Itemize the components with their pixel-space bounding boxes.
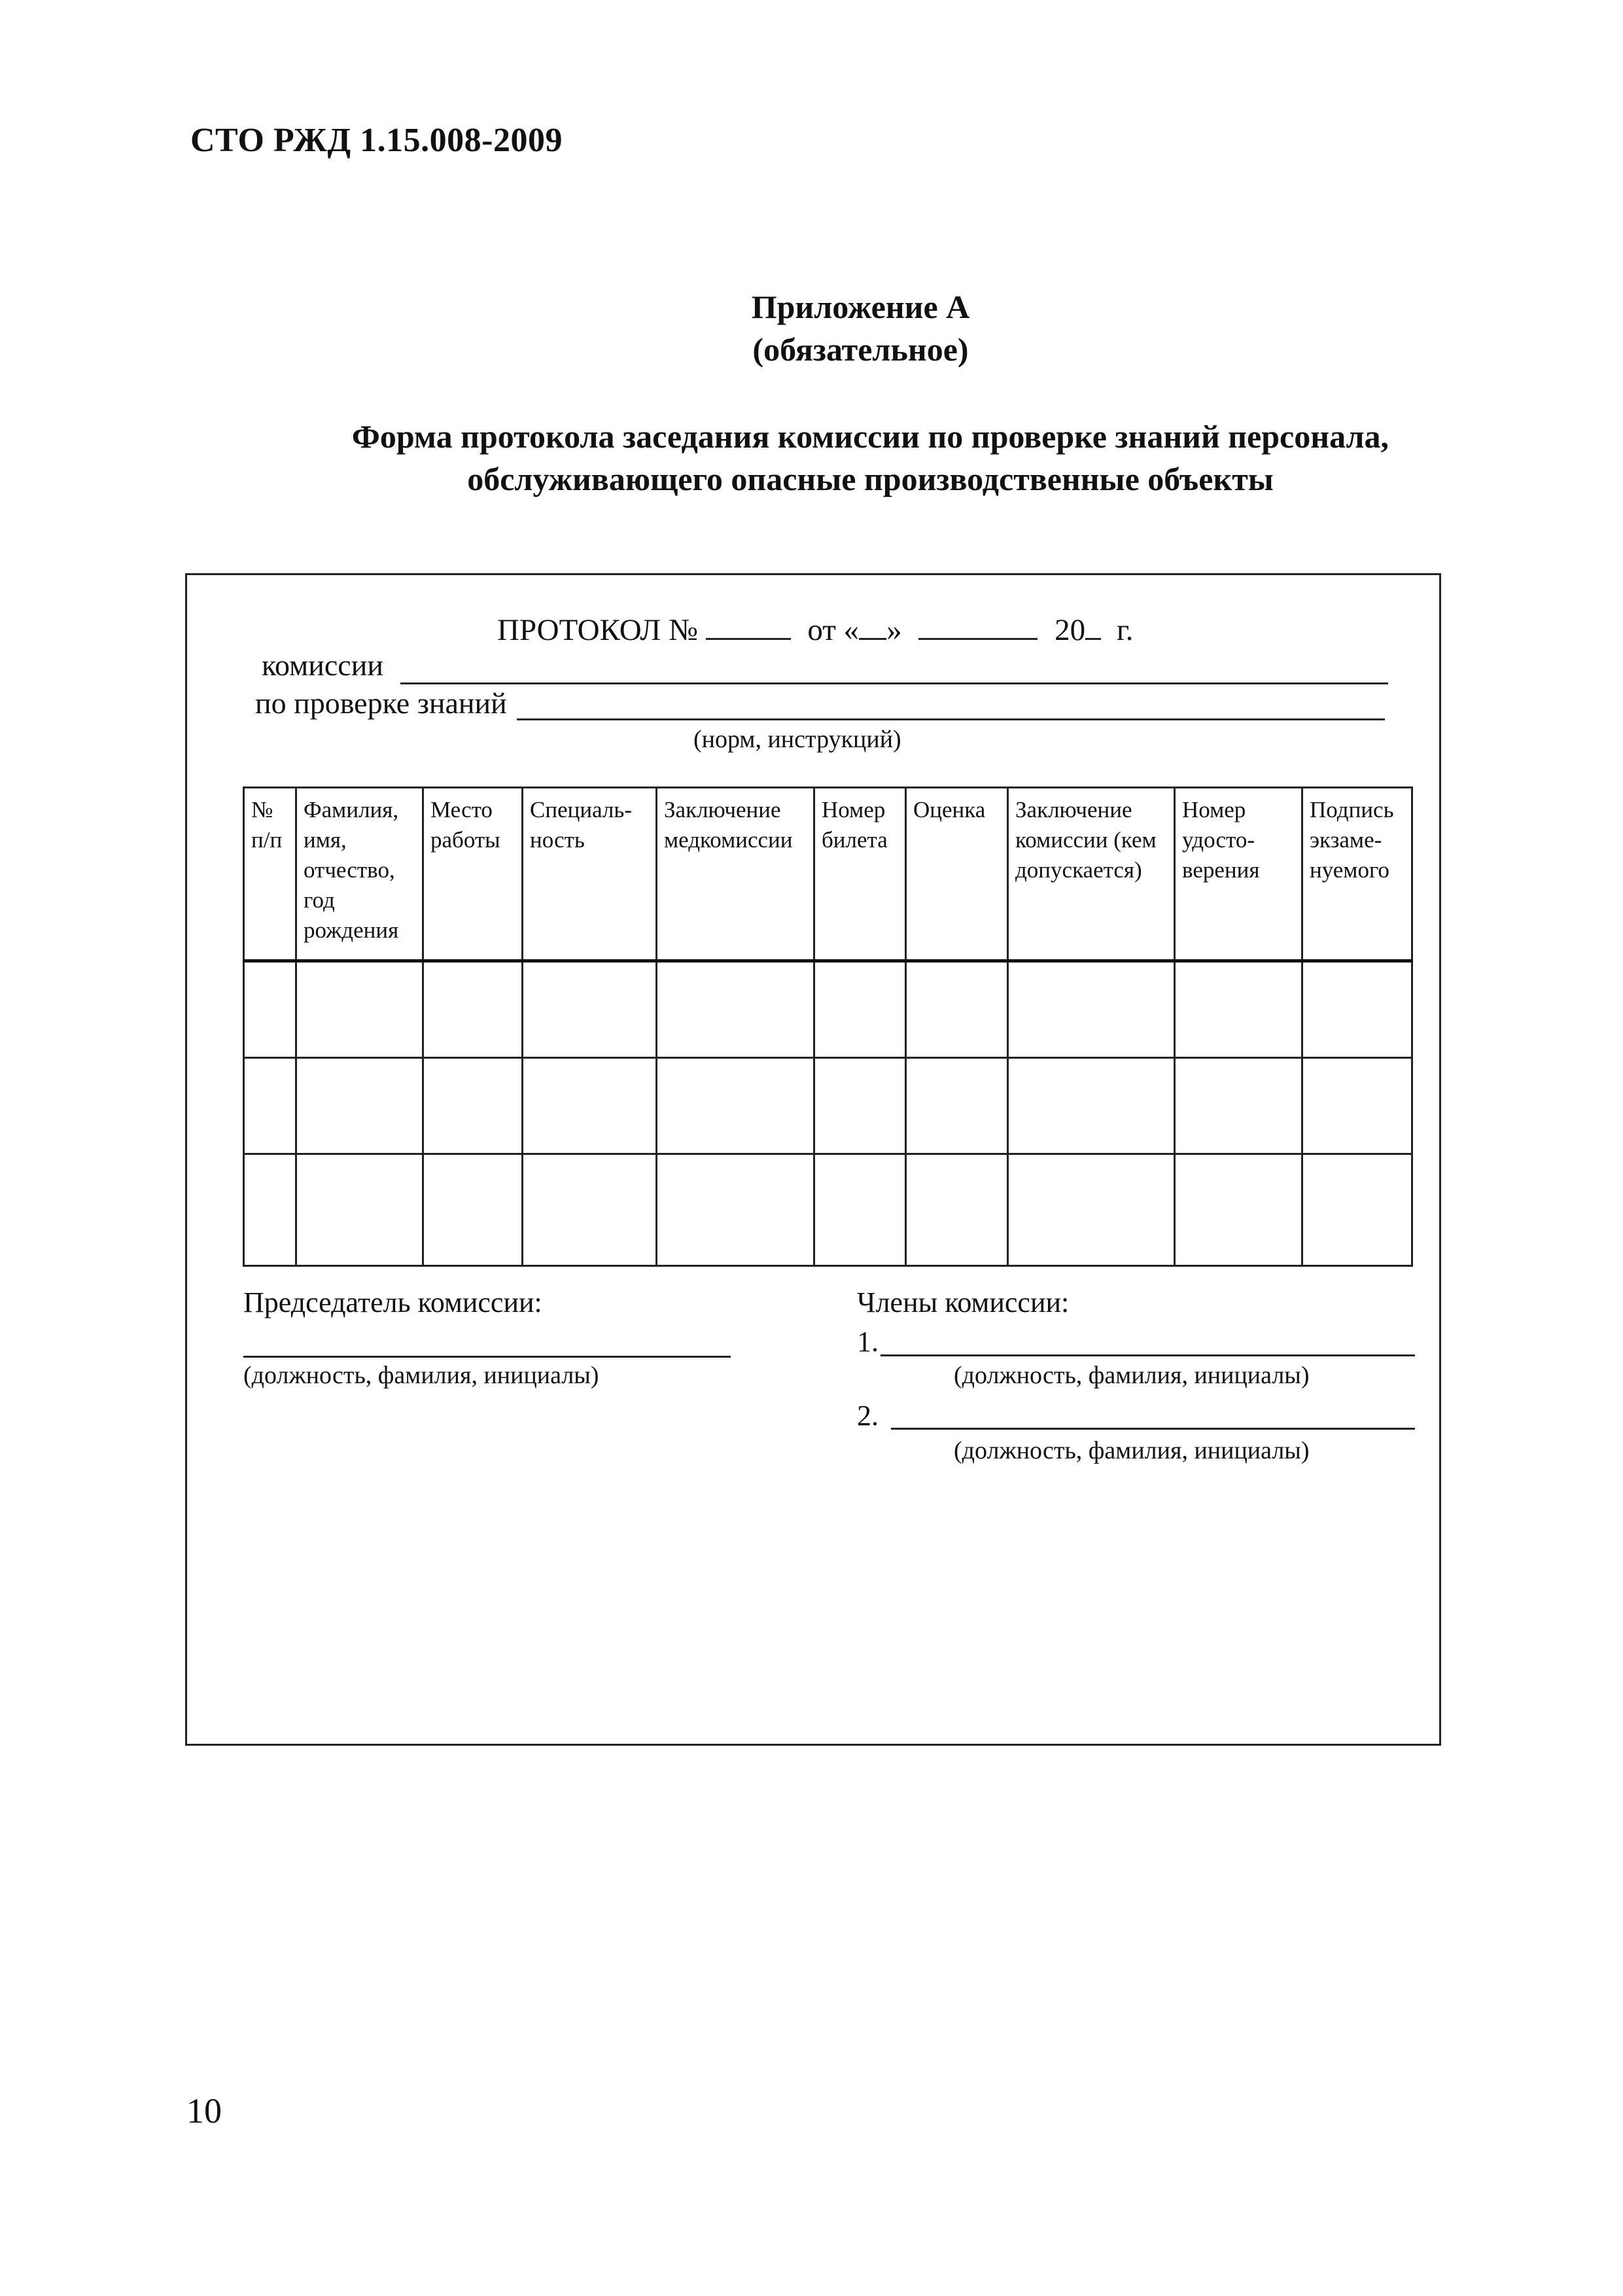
protocol-day-field[interactable] xyxy=(859,612,886,640)
table-cell[interactable] xyxy=(1008,961,1175,1058)
member-2-signature-field[interactable] xyxy=(891,1428,1415,1430)
table-cell[interactable] xyxy=(906,1058,1008,1154)
table-cell[interactable] xyxy=(523,961,657,1058)
table-cell[interactable] xyxy=(814,961,906,1058)
appendix-title: Приложение А xyxy=(751,289,970,325)
table-row xyxy=(244,1154,1412,1266)
protocol-year-field[interactable] xyxy=(1085,612,1101,640)
form-title-line-1: Форма протокола заседания комиссии по проверке знаний персонала, xyxy=(351,418,1389,455)
table-cell[interactable] xyxy=(296,961,423,1058)
norms-hint: (норм, инструкций) xyxy=(693,726,901,753)
table-header-row xyxy=(244,788,1412,961)
table-row xyxy=(244,961,1412,1058)
table-cell[interactable] xyxy=(814,1058,906,1154)
col-header-specialty: Специаль-ность xyxy=(523,788,657,961)
protocol-table xyxy=(243,786,1413,1267)
col-header-medical-conclusion: Заключение медкомиссии xyxy=(657,788,814,961)
table-cell[interactable] xyxy=(296,1154,423,1266)
chairman-hint: (должность, фамилия, инициалы) xyxy=(243,1362,599,1389)
table-cell[interactable] xyxy=(657,1058,814,1154)
table-cell[interactable] xyxy=(1175,1154,1302,1266)
table-cell[interactable] xyxy=(1008,1058,1175,1154)
table-row xyxy=(244,1058,1412,1154)
col-header-full-name: Фамилия, имя, отчество, год рождения xyxy=(296,788,423,961)
protocol-quote-close: » xyxy=(886,613,902,647)
table-cell[interactable] xyxy=(657,961,814,1058)
protocol-header-line xyxy=(497,612,1134,648)
commission-label: комиссии xyxy=(262,648,383,682)
table-cell[interactable] xyxy=(423,961,523,1058)
page-number: 10 xyxy=(186,2091,222,2130)
table-cell[interactable] xyxy=(244,961,296,1058)
table-cell[interactable] xyxy=(814,1154,906,1266)
member-1-number: 1. xyxy=(857,1326,879,1358)
table-cell[interactable] xyxy=(1008,1154,1175,1266)
col-header-number: № п/п xyxy=(244,788,296,961)
table-cell[interactable] xyxy=(523,1058,657,1154)
table-cell[interactable] xyxy=(1302,1058,1412,1154)
col-header-ticket-number: Номер билета xyxy=(814,788,906,961)
protocol-label: ПРОТОКОЛ № xyxy=(497,613,698,647)
commission-field[interactable] xyxy=(400,682,1388,684)
col-header-workplace: Место работы xyxy=(423,788,523,961)
chairman-label: Председатель комиссии: xyxy=(243,1286,542,1318)
col-header-commission-conclusion: Заключение комиссии (кем допускается) xyxy=(1008,788,1175,961)
member-2-hint: (должность, фамилия, инициалы) xyxy=(954,1437,1310,1464)
appendix-status: (обязательное) xyxy=(752,331,969,368)
table-cell[interactable] xyxy=(1302,961,1412,1058)
chairman-signature-field[interactable] xyxy=(243,1356,731,1358)
table-cell[interactable] xyxy=(906,961,1008,1058)
table-cell[interactable] xyxy=(1175,1058,1302,1154)
table-cell[interactable] xyxy=(657,1154,814,1266)
col-header-grade: Оценка xyxy=(906,788,1008,961)
knowledge-check-label: по проверке знаний xyxy=(255,686,507,720)
table-cell[interactable] xyxy=(423,1154,523,1266)
document-code: СТО РЖД 1.15.008-2009 xyxy=(190,122,563,159)
knowledge-check-field[interactable] xyxy=(517,718,1385,720)
table-cell[interactable] xyxy=(1302,1154,1412,1266)
col-header-certificate-number: Номер удосто-верения xyxy=(1175,788,1302,961)
table-cell[interactable] xyxy=(523,1154,657,1266)
member-1-hint: (должность, фамилия, инициалы) xyxy=(954,1362,1310,1389)
table-cell[interactable] xyxy=(1175,961,1302,1058)
protocol-year-prefix: 20 xyxy=(1055,613,1086,647)
table-cell[interactable] xyxy=(244,1058,296,1154)
col-header-examinee-signature: Подпись экзаме-нуемого xyxy=(1302,788,1412,961)
members-label: Члены комиссии: xyxy=(857,1286,1070,1318)
form-title-line-2: обслуживающего опасные производственные объекты xyxy=(467,461,1274,497)
table-cell[interactable] xyxy=(296,1058,423,1154)
table-cell[interactable] xyxy=(244,1154,296,1266)
table-cell[interactable] xyxy=(906,1154,1008,1266)
protocol-number-field[interactable] xyxy=(706,612,791,640)
table-cell[interactable] xyxy=(423,1058,523,1154)
protocol-month-field[interactable] xyxy=(918,612,1038,640)
protocol-from-label: от « xyxy=(807,613,860,647)
member-2-number: 2. xyxy=(857,1400,879,1432)
protocol-year-suffix: г. xyxy=(1116,613,1134,647)
member-1-signature-field[interactable] xyxy=(881,1354,1415,1356)
